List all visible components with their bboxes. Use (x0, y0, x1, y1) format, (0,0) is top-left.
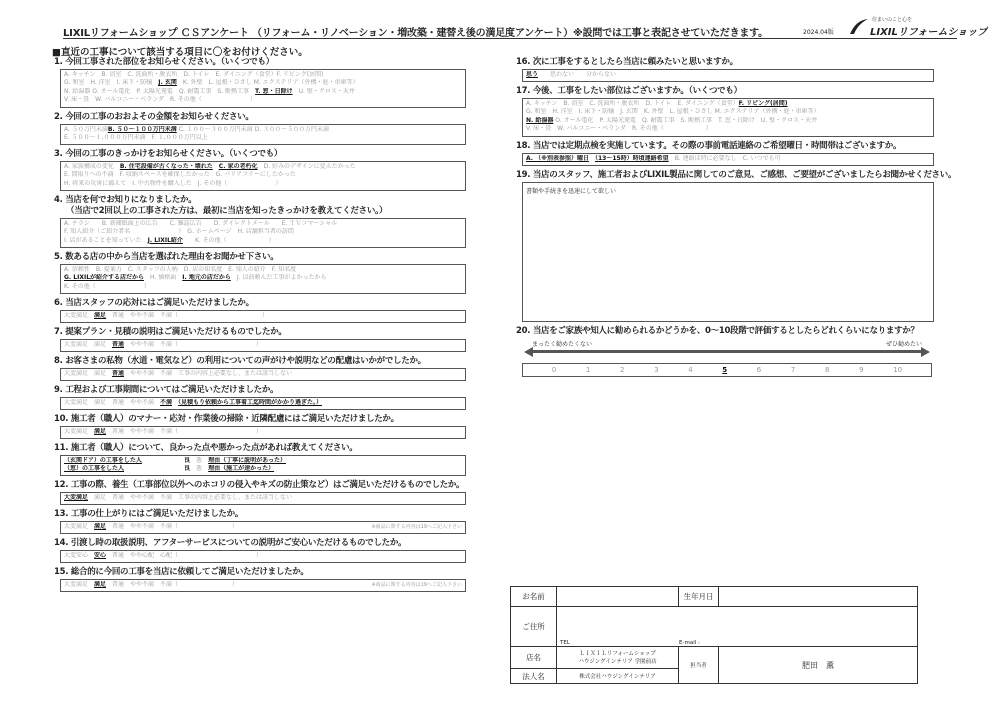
answer-box[interactable]: A. キッチン B. 浴室 C. 洗面所・脱衣所 D. トイレ E. ダイニング（食堂）F. リビング(居間) G. 和室 H. 洋室 I. 床下・防犠 J. 玄関 K. 外壁 L. 屋根・ひさし M. エクステリア（外構・庭・車庫等） N. 給湯器 O. オール電化 P. 太陽光発電 Q. 耐震工事 S. 断熱工事 T. 窓・日除け U. 壁・クロス・天井 V. 床・畳 W. バルコニー・ベランダ R. その他（ ） (522, 98, 934, 137)
question-1 (54, 57, 466, 108)
question-subtitle: （当店で2回以上の工事された方は、最初に当店を知ったきっかけを教えてください。） (66, 206, 388, 216)
selected-option: 思う (526, 71, 539, 78)
answer-box[interactable]: A. 信頼性 B. 提案力 C. スタッフの人柄 D. 店の知名度 E. 知人の紹介 F. 知名度 G. LIXILが紹介する店だから H. 価格面 I. 地元の店だから J. 以前頼んだ工事がよかったから K. その他（ ） (60, 264, 466, 294)
question-title: 2. 今回の工事のおおよその金額をお知らせください。 (54, 112, 254, 122)
answer-box[interactable]: A. キッチン B. 浴室 C. 洗面所・脱衣所 D. トイレ E. ダイニング（食堂）F. リビング(居間) G. 和室 H. 洋室 I. 床下・防犠 J. 玄関 K. 外壁 L. 屋根・ひさし M. エクステリア（外構・庭・車庫等） N. 給湯器 O. オール電化 P. 太陽光発電 Q. 耐震工事 S. 断熱工事 T. 窓・日除け U. 壁・クロス・天井 V. 床・畳 W. バルコニー・ベランダ R. その他（ ） (60, 69, 466, 108)
selected-option: 満足 (94, 312, 107, 319)
rating-option-6[interactable]: 6 (756, 366, 762, 374)
selected-option: J. LIXIL紹介 (147, 236, 183, 244)
rating-option-9[interactable]: 9 (859, 366, 864, 374)
question-title: 1. 今回工事された部位をお知らせください。（いくつでも） (54, 57, 274, 67)
selected-option: 満足 (94, 523, 107, 530)
answer-box[interactable]: （玄関ドア）の工事をした人 良 悪 理由（丁寧に説明があった） （窓）の工事をした人 良 悪 理由（施工が速かった） (60, 455, 466, 476)
question-18 (516, 141, 940, 166)
address-field[interactable] (557, 607, 918, 647)
question-15 (54, 567, 466, 592)
email-label: E-mail : (679, 640, 700, 646)
answer-box[interactable]: A. ５０万円未満B. ５０～１００万円未満 C. １００～３００万円未満 D. ３００～５００万円未満 E. ５００～１,０００万円未満 F. １,０００万円以上 (60, 124, 466, 145)
logo-swoosh-icon (848, 18, 870, 36)
instructions: ■直近の工事について該当する項目に〇をお付けください。 (52, 47, 308, 58)
question-19 (516, 170, 957, 322)
answer-box[interactable]: 大変満足 満足 普通 やや不満 不満（ ） (60, 310, 466, 323)
question-3 (54, 149, 466, 191)
answer-box[interactable]: 思う 思わない 分からない (522, 69, 934, 82)
comments-textarea[interactable]: 書類や手続きを迅速にして欲しい (522, 182, 934, 322)
selected-option: 安心 (94, 552, 107, 559)
answer-box[interactable]: 大変満足 満足 普通 やや不満 不満（ ） ※商品に関する内容は19へご記入下さい (60, 521, 466, 534)
question-title: 10. 施工者（職人）のマナー・応対・作業後の掃除・近隣配慮にはご満足いただけましたか。 (54, 414, 399, 424)
selected-option: 満足 (94, 428, 107, 435)
left-column (54, 57, 466, 596)
question-title: 14. 引渡し時の取扱説明、アフターサービスについての説明がご安心いただけるものでしたか。 (54, 538, 407, 548)
question-title: 8. お客さまの私物（水道・電気など）の利用についての声がけや説明などの配慮はいかがでしたか。 (54, 356, 426, 366)
question-6 (54, 298, 466, 323)
question-title: 19. 当店のスタッフ、施工者およびLIXIL製品に関してのご意見、ご感想、ご要望がございましたらお聞かせください。 (516, 170, 957, 180)
selected-option: 不満 (160, 399, 173, 406)
scale-right-label: ぜひ勧めたい (885, 341, 922, 348)
question-7 (54, 327, 466, 352)
arrow-left-icon (524, 347, 533, 357)
rating-option-4[interactable]: 4 (688, 366, 693, 374)
question-title: 15. 総合的に今回の工事を当店に依頼してご満足いただけましたか。 (54, 567, 309, 577)
answer-box[interactable]: A. チラシ B. 新聞紙面上の広告 C. 雑誌広告 D. ダイレクトメール E. ＴＶコマーシャル F. 知人紹介（ご紹介者名 ） G. ホームページ H. 店舗担当者の訪問 I. 店があることを知っていた J. LIXIL紹介 K. その他（ ） (60, 218, 466, 248)
staff-label: 担当者 (679, 647, 719, 684)
rating-scale-arrow (522, 339, 932, 363)
selected-option: T. 窓・日除け (255, 87, 293, 95)
version-date: 2024.04版 (803, 29, 834, 36)
rating-option-2[interactable]: 2 (620, 366, 625, 374)
rating-option-8[interactable]: 8 (824, 366, 830, 374)
question-title: 16. 次に工事をするとしたら当店に頼みたいと思いますか。 (516, 57, 738, 67)
answer-box[interactable]: 大変満足 満足 普通 やや不満 不満 工事の内容上必要なし、または該当しない (60, 368, 466, 381)
answer-box[interactable]: 大変安心 安心 普通 やや心配 心配（ ） (60, 550, 466, 563)
name-label: お名前 (511, 587, 557, 607)
answer-box[interactable]: 大変満足 満足 普通 やや不満 不満 工事の内容上必要なし、または該当しない (60, 492, 466, 505)
written-note: 理由（丁寧に説明があった） (208, 457, 287, 464)
question-2 (54, 112, 466, 145)
right-column (516, 57, 957, 377)
rating-option-1[interactable]: 1 (585, 366, 591, 374)
question-title: 7. 提案プラン・見積の説明はご満足いただけるものでしたか。 (54, 327, 287, 337)
question-title: 4. 当店を何でお知りになりましたか。 (54, 195, 197, 205)
selected-option: 普通 (112, 370, 125, 377)
question-17 (516, 86, 940, 137)
question-title: 20. 当店をご家族や知人に勧められるかどうかを、0～10段階で評価するとしたらどれくらいになりますか？ (516, 326, 919, 336)
question-title: 9. 工程および工事期間についてはご満足いただけましたか。 (54, 385, 279, 395)
scale-left-label: まったく勧めたくない (532, 341, 593, 348)
brand-logo (848, 16, 988, 42)
store-label: 店名 (511, 647, 557, 669)
written-note: （窓）の工事をした人 (64, 465, 125, 473)
selected-option: 普通 (112, 341, 125, 348)
answer-box[interactable]: 大変満足 満足 普通 やや不満 不満（ ） ※商品に関する内容は19へご記入下さい (60, 579, 466, 592)
rating-option-0[interactable]: 0 (551, 366, 557, 374)
written-note: 理由（施工が速かった） (208, 465, 275, 473)
logo-tagline: 住まいのこと心を (872, 17, 913, 23)
tel-label: TEL (560, 640, 570, 646)
answer-box[interactable]: A. （※別表参照）曜日 （13～15時）時頃連絡希望 B. 連絡は特に必要なし C. いつでも可 (522, 153, 934, 166)
question-20 (516, 326, 940, 377)
selected-option: J. 玄関 (158, 79, 177, 87)
selected-option: （13～15時）時頃連絡希望 (594, 155, 669, 162)
question-5 (54, 252, 466, 294)
selected-option: B. ５０～１００万円未満 (107, 126, 177, 133)
question-16 (516, 57, 940, 82)
selected-option: F. リビング(居間) (738, 100, 788, 107)
selected-option: I. 地元の店だから (182, 274, 231, 282)
selected-option: 満足 (94, 581, 107, 588)
question-8 (54, 356, 466, 381)
selected-option: A. （※別表参照）曜日 (526, 155, 589, 162)
corp-label: 法人名 (511, 669, 557, 684)
selected-option: G. LIXILが紹介する店だから (64, 274, 145, 282)
question-title: 12. 工事の際、養生（工事部位以外へのホコリの侵入やキズの防止策など）はご満足いただけるものでしたか。 (54, 480, 465, 490)
question-10 (54, 414, 466, 439)
rating-option-7[interactable]: 7 (790, 366, 796, 374)
question-12 (54, 480, 466, 505)
written-note: （玄関ドア）の工事をした人 (64, 457, 142, 464)
rating-option-10[interactable]: 10 (893, 366, 903, 374)
written-note: （見積もり依頼から工事着工迄時間がかかり過ぎた。） (178, 399, 323, 406)
question-title: 5. 数ある店の中から当店を選ばれた理由をお聞かせ下さい。 (54, 252, 279, 262)
arrow-right-icon (921, 347, 930, 357)
question-title: 13. 工事の仕上がりにはご満足いただけましたか。 (54, 509, 244, 519)
name-field[interactable] (557, 587, 679, 607)
answer-box[interactable]: 大変満足 満足 普通 やや不満 不満 （見積もり依頼から工事着工迄時間がかかり過ぎた。） (60, 397, 466, 410)
question-9 (54, 385, 466, 410)
question-title: 3. 今回の工事のきっかけをお知らせください。（いくつでも） (54, 149, 283, 159)
store-name: ＬＩＸＩＬリフォームショップ ハウジングインテリア 学園前店 (557, 647, 679, 669)
question-title: 17. 今後、工事をしたい部位はございますか。（いくつでも） (516, 86, 742, 96)
rating-option-5[interactable]: 5 (722, 366, 728, 374)
scale-bar (532, 350, 922, 353)
question-4 (54, 195, 466, 248)
rating-option-3[interactable]: 3 (654, 366, 659, 374)
question-title: 6. 当店スタッフの応対にはご満足いただけましたか。 (54, 298, 254, 308)
question-13 (54, 509, 466, 534)
question-11 (54, 443, 466, 476)
contact-table (510, 586, 918, 684)
staff-name: 肥田 薫 (719, 647, 918, 684)
answer-box[interactable]: 大変満足 満足 普通 やや不満 不満（ ） (60, 339, 466, 352)
answer-box[interactable]: 大変満足 満足 普通 やや不満 不満（ ） (60, 426, 466, 439)
selected-option: C. 家の老朽化 (218, 163, 258, 170)
answer-box[interactable]: A. 家族構成の変化 B. 住宅設備が古くなった・壊れた C. 家の老朽化 D. 好みのデザインに変えたかった E. 間取りへの不満 F. 収納スペースを確保したかった G. バリアフリーにしたかった H. 将来の災害に備えて I. 中古物件を購入した J. その他（ ） (60, 161, 466, 191)
selected-option: N. 給湯器 (526, 116, 554, 124)
address-label: ご住所 (511, 607, 557, 647)
rating-options[interactable] (522, 363, 932, 377)
survey-title: LIXILリフォームショップ ＣＳアンケート （リフォーム・リノベーション・増改築・建替え後の満足度アンケート）※設問では工事と表記させていただきます。 (63, 28, 768, 39)
question-14 (54, 538, 466, 563)
selected-option: B. 住宅設備が古くなった・壊れた (119, 163, 213, 170)
question-title: 11. 施工者（職人）について、良かった点や悪かった点があれば教えてください。 (54, 443, 358, 453)
corp-name: 株式会社ハウジングインテリア (557, 669, 679, 684)
question-title: 18. 当店では定期点検を実施しています。その際の事前電話連絡のご希望曜日・時間帯はございますか。 (516, 141, 902, 151)
logo-name: LIXILリフォームショップ (870, 27, 988, 38)
header (63, 24, 957, 39)
birthdate-label: 生年月日 (679, 587, 719, 607)
birthdate-field[interactable] (719, 587, 918, 607)
selected-option: 大変満足 (64, 494, 89, 501)
